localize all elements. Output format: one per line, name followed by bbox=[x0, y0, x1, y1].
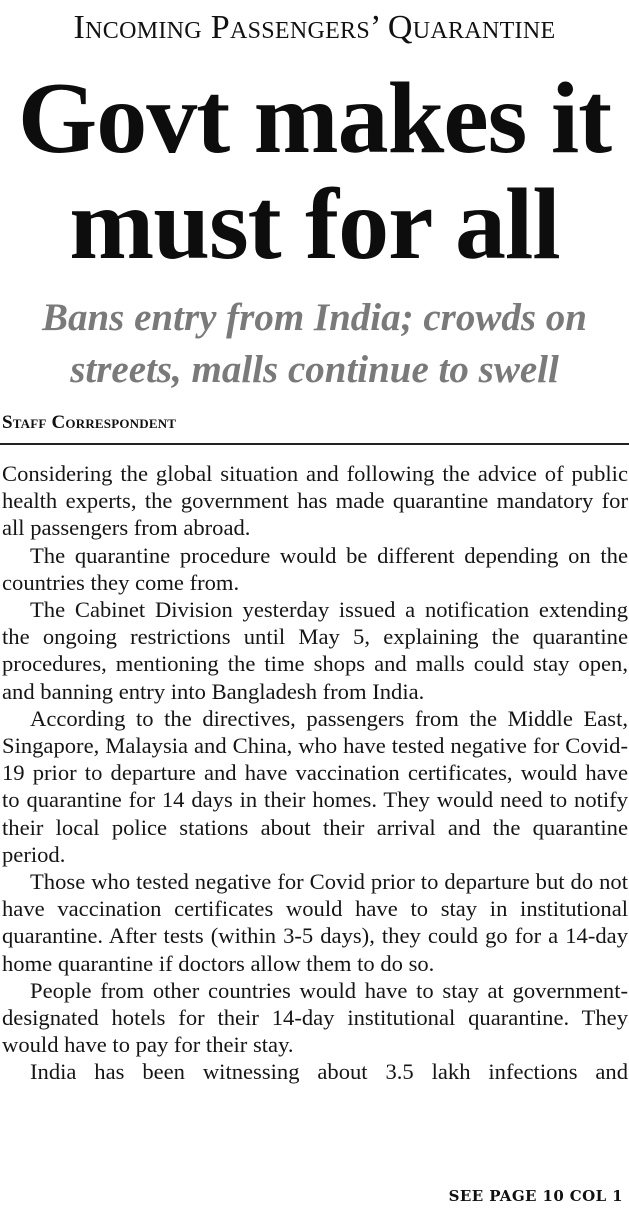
subheadline-line-1: Bans entry from India; crowds on bbox=[41, 296, 587, 339]
body-paragraph: The quarantine procedure would be different depending on the countries they come from. bbox=[2, 542, 628, 595]
headline-line-1: Govt makes it bbox=[17, 62, 612, 175]
article-subheadline bbox=[0, 292, 629, 396]
byline-divider bbox=[0, 443, 629, 445]
body-paragraph: Considering the global situation and following the advice of public health experts, the government has made quarantine mandatory for all passengers from abroad. bbox=[2, 461, 628, 541]
article-body bbox=[2, 460, 628, 1086]
article-headline bbox=[0, 62, 629, 281]
body-paragraph: Those who tested negative for Covid prior to departure but do not have vaccination certificates would have to stay in institutional quarantine. After tests (within 3-5 days), they could go for a 14-day home quarantine if doctors allow them to do so. bbox=[2, 869, 628, 976]
headline-line-2: must for all bbox=[69, 168, 560, 281]
article-byline: Staff Correspondent bbox=[2, 412, 177, 433]
body-paragraph-continued: India has been witnessing about 3.5 lakh infections and bbox=[30, 1059, 628, 1085]
body-paragraph: The Cabinet Division yesterday issued a notification extending the ongoing restrictions until May 5, explaining the quarantine procedures, mentioning the time shops and malls could stay open, and banning entry into Bangladesh from India. bbox=[2, 597, 628, 704]
subheadline-line-2: streets, malls continue to swell bbox=[70, 348, 559, 391]
body-paragraph: People from other countries would have to stay at government-designated hotels for their 14-day institutional quarantine. They would have to pay for their stay. bbox=[2, 977, 628, 1058]
article-kicker: Incoming Passengers’ Quarantine bbox=[73, 9, 556, 46]
body-paragraph: According to the directives, passengers from the Middle East, Singapore, Malaysia and China, who have tested negative for Covid-19 prior to departure and have vaccination certificates, would have to quarantine for 14 days in their homes. They would need to notify their local police stations about their arrival and the quarantine period. bbox=[2, 705, 628, 867]
continuation-jump-line[interactable]: SEE PAGE 10 COL 1 bbox=[448, 1187, 623, 1205]
